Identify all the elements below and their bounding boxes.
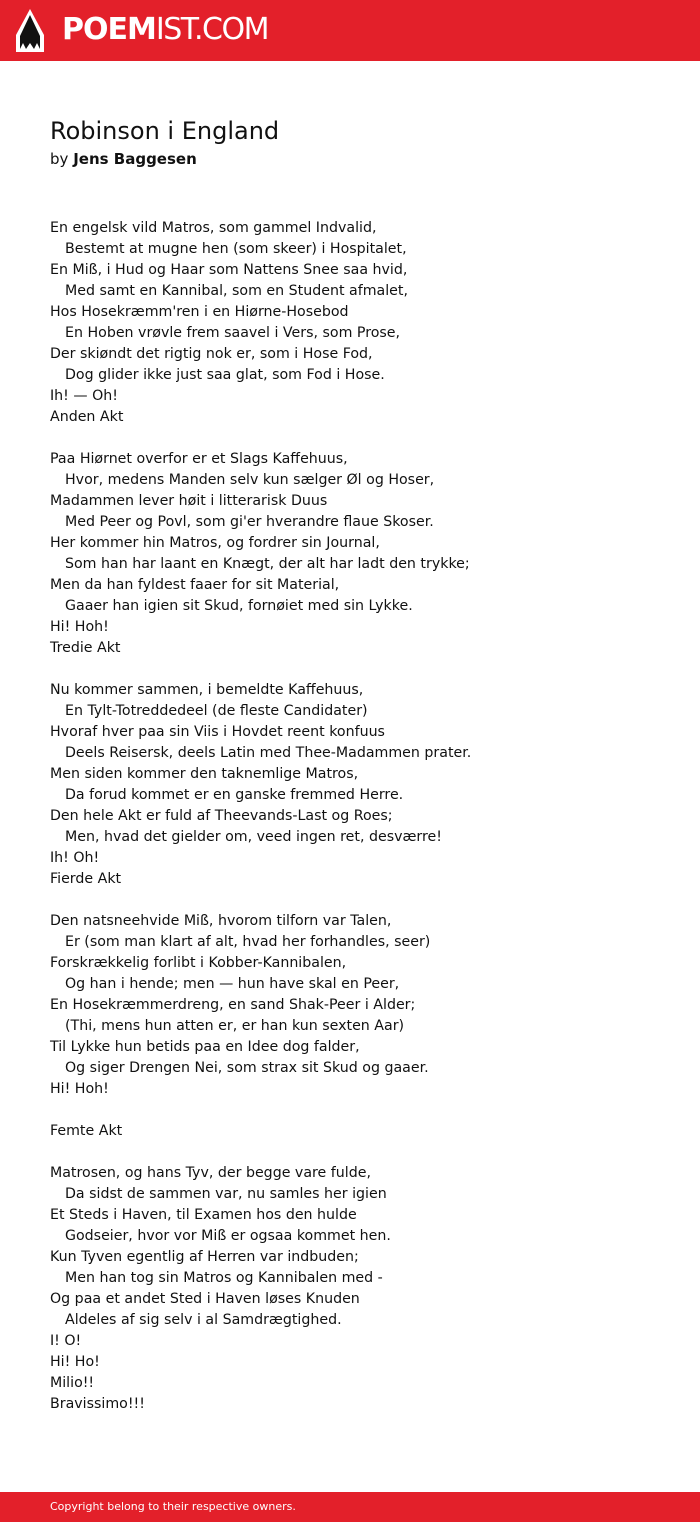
brand-light-text: IST.COM (155, 12, 268, 47)
poem-line: Aldeles af sig selv i al Samdrægtighed. (65, 1312, 342, 1328)
poem-line: Der skiøndt det rigtig nok er, som i Hose Fod, (50, 346, 373, 362)
poem-line: Hi! Hoh! (50, 619, 109, 635)
poem-body (50, 218, 471, 1415)
poem-line: Fierde Akt (50, 871, 122, 887)
poem-line: Hi! Hoh! (50, 1081, 109, 1097)
poem-line: En Hoben vrøvle frem saavel i Vers, som Prose, (65, 325, 401, 341)
poem-line: En Tylt-Totreddedeel (de fleste Candidater) (65, 703, 368, 719)
stanza-break (50, 1142, 471, 1163)
poem-line: Hvoraf hver paa sin Viis i Hovdet reent konfuus (50, 724, 385, 740)
poem-line: Er (som man klart af alt, hvad her forhandles, seer) (65, 934, 431, 950)
site-header (0, 0, 700, 61)
author-name: Jens Baggesen (73, 150, 197, 168)
poem-line: Ih! — Oh! (50, 388, 118, 404)
poem-line: Da sidst de sammen var, nu samles her igien (65, 1186, 387, 1202)
poem-line: Forskrækkelig forlibt i Kobber-Kannibalen, (50, 955, 347, 971)
poem-line: Matrosen, og hans Tyv, der begge vare fulde, (50, 1165, 371, 1181)
poem-line: Og paa et andet Sted i Haven løses Knuden (50, 1291, 360, 1307)
poem-line: Madammen lever høit i litterarisk Duus (50, 493, 328, 509)
poem-line: Anden Akt (50, 409, 124, 425)
poem-line: Hi! Ho! (50, 1354, 100, 1370)
poem-line: Men han tog sin Matros og Kannibalen med - (65, 1270, 383, 1286)
poem-line: Den hele Akt er fuld af Theevands-Last og Roes; (50, 808, 393, 824)
poem-line: Da forud kommet er en ganske fremmed Herre. (65, 787, 404, 803)
poem-line: Den natsneehvide Miß, hvorom tilforn var Talen, (50, 913, 392, 929)
poem-line: Milio!! (50, 1375, 95, 1391)
poem-line: Og han i hende; men — hun have skal en Peer, (65, 976, 400, 992)
poem-line: Kun Tyven egentlig af Herren var indbuden; (50, 1249, 359, 1265)
poem-line: En engelsk vild Matros, som gammel Indvalid, (50, 220, 377, 236)
poem-line: Men da han fyldest faaer for sit Material, (50, 577, 340, 593)
poem-line: Tredie Akt (50, 640, 121, 656)
poem-line: Med samt en Kannibal, som en Student afmalet, (65, 283, 408, 299)
site-brand-link[interactable] (62, 12, 268, 48)
poem-line: En Miß, i Hud og Haar som Nattens Snee saa hvid, (50, 262, 408, 278)
stanza-break (50, 428, 471, 449)
poem-line: Nu kommer sammen, i bemeldte Kaffehuus, (50, 682, 364, 698)
stanza-break (50, 659, 471, 680)
poem-title: Robinson i England (50, 117, 280, 145)
site-footer (0, 1492, 700, 1522)
brand-bold-text: POEM (62, 12, 156, 47)
poem-line: Hos Hosekræmm'ren i en Hiørne-Hosebod (50, 304, 349, 320)
poem-line: Bestemt at mugne hen (som skeer) i Hospitalet, (65, 241, 407, 257)
stanza-break (50, 890, 471, 911)
poem-line: Med Peer og Povl, som gi'er hverandre flaue Skoser. (65, 514, 434, 530)
poem-line: Her kommer hin Matros, og fordrer sin Journal, (50, 535, 380, 551)
poem-line: Femte Akt (50, 1123, 123, 1139)
poem-line: Ih! Oh! (50, 850, 100, 866)
poem-line: Til Lykke hun betids paa en Idee dog falder, (50, 1039, 360, 1055)
by-label: by (50, 150, 69, 168)
poem-line: Bravissimo!!! (50, 1396, 145, 1412)
poem-line: I! O! (50, 1333, 82, 1349)
pencil-logo-icon[interactable] (16, 9, 44, 52)
poem-line: Godseier, hvor vor Miß er ogsaa kommet hen. (65, 1228, 391, 1244)
poem-byline (50, 148, 197, 170)
poem-line: Dog glider ikke just saa glat, som Fod i Hose. (65, 367, 385, 383)
poem-line: Et Steds i Haven, til Examen hos den hulde (50, 1207, 357, 1223)
poem-line: Paa Hiørnet overfor er et Slags Kaffehuus, (50, 451, 348, 467)
poem-line: Hvor, medens Manden selv kun sælger Øl og Hoser, (65, 472, 435, 488)
copyright-text: Copyright belong to their respective owners. (50, 1500, 296, 1513)
poem-line: Som han har laant en Knægt, der alt har ladt den trykke; (65, 556, 470, 572)
poem-line: Men, hvad det gielder om, veed ingen ret, desværre! (65, 829, 442, 845)
poem-line: Og siger Drengen Nei, som strax sit Skud og gaaer. (65, 1060, 429, 1076)
poem-line: (Thi, mens hun atten er, er han kun sexten Aar) (65, 1018, 405, 1034)
poem-line: En Hosekræmmerdreng, en sand Shak-Peer i Alder; (50, 997, 416, 1013)
poem-line: Deels Reisersk, deels Latin med Thee-Madammen prater. (65, 745, 472, 761)
stanza-break (50, 1100, 471, 1121)
poem-line: Men siden kommer den taknemlige Matros, (50, 766, 359, 782)
poem-line: Gaaer han igien sit Skud, fornøiet med sin Lykke. (65, 598, 413, 614)
